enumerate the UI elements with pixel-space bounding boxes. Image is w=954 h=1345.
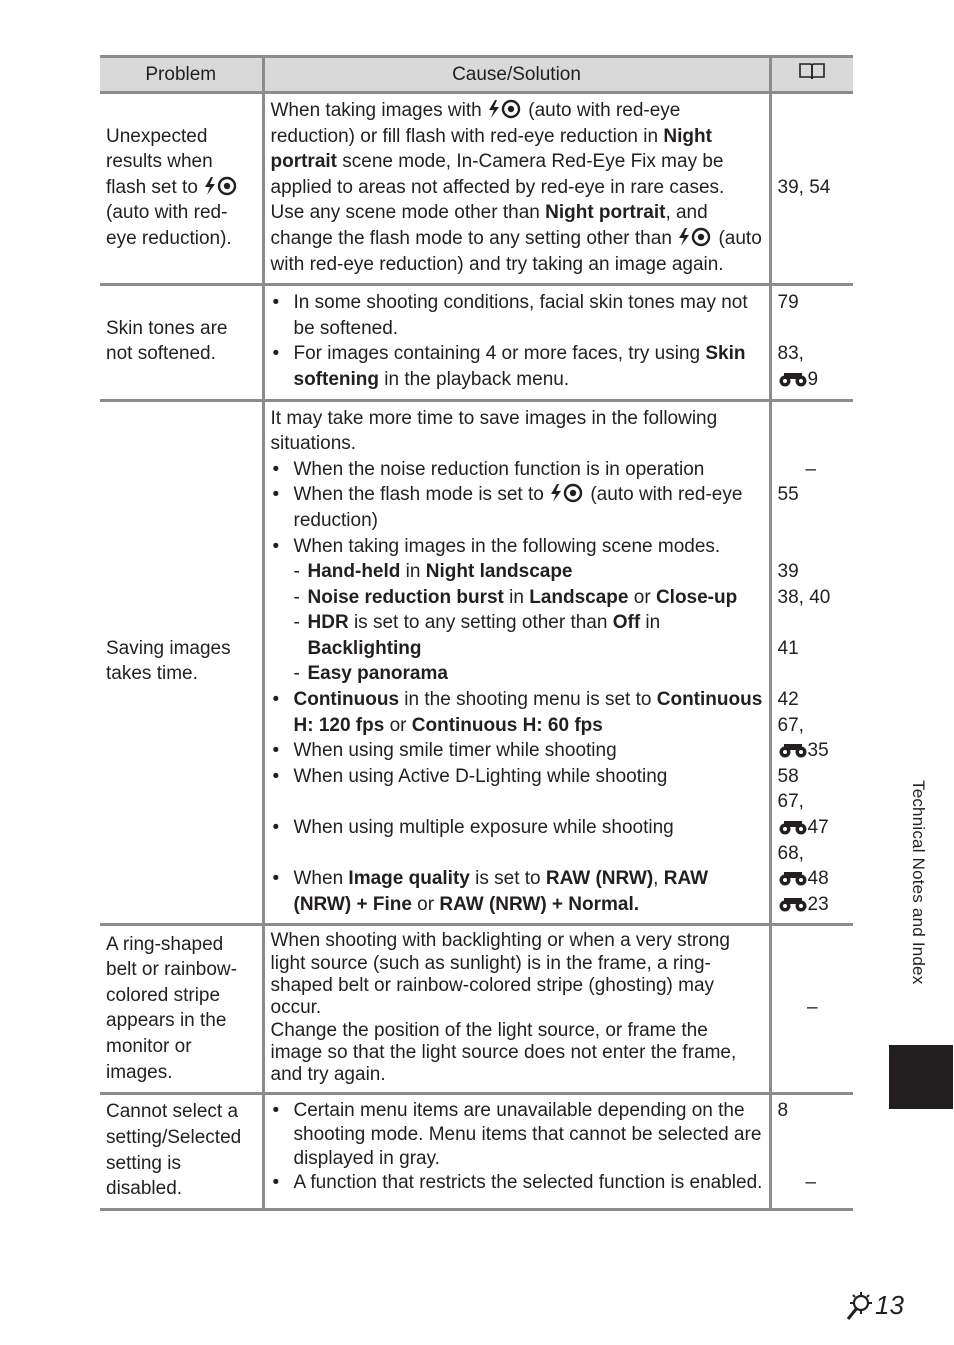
page-cell — [770, 925, 853, 1094]
page-ref: 39 — [777, 561, 799, 583]
problem-cell: Saving images takes time. — [100, 400, 263, 925]
cause-bold: Off — [612, 612, 641, 634]
cause-text: or — [384, 714, 412, 736]
page-ref-num: 35 — [807, 740, 829, 762]
cause-text: (auto with red-eye reduction) or fill flash with red-eye reduction in — [270, 100, 681, 147]
cause-bold: Backlighting — [307, 637, 422, 659]
cause-text: in — [640, 612, 661, 634]
cause-cell — [263, 285, 770, 400]
page-ref: 42 — [777, 689, 799, 711]
cause-bold: Easy panorama — [307, 663, 448, 685]
page-ref: 67, — [777, 714, 804, 736]
page-cell — [770, 1094, 853, 1209]
cause-text: When taking images with — [270, 100, 487, 121]
bullet-item — [271, 534, 763, 688]
cause-text: When — [293, 868, 349, 890]
header-problem: Problem — [100, 57, 263, 93]
page-ref-num: 9 — [807, 368, 819, 390]
sub-item — [294, 661, 763, 687]
bullet-item — [271, 341, 763, 392]
bullet-item: • When using smile timer while shooting — [271, 738, 763, 764]
cause-bold: Continuous — [293, 689, 400, 711]
cause-text: or — [628, 586, 656, 608]
bullet-item: • A function that restricts the selected function is enabled. — [271, 1171, 763, 1195]
header-cause: Cause/Solution — [263, 57, 770, 93]
page-ref: 79 — [777, 292, 799, 314]
reference-section-icon — [778, 869, 808, 887]
cause-cell — [263, 1094, 770, 1209]
cause-bold: Night landscape — [425, 561, 573, 583]
cause-text: scene mode, In-Camera Red-Eye Fix may be applied to areas not affected by red-eye in rare cases. Use any scene mode other than — [270, 151, 725, 224]
cause-bold: Image quality — [348, 868, 470, 890]
technical-notes-icon — [845, 1291, 875, 1321]
header-page — [770, 57, 853, 93]
page-ref-num: 48 — [807, 868, 829, 890]
book-icon — [798, 61, 826, 81]
cause-bold: HDR — [307, 612, 349, 634]
table-row — [100, 93, 853, 285]
page-ref-num: 47 — [807, 817, 829, 839]
problem-cell — [100, 93, 263, 285]
table-row — [100, 1094, 853, 1209]
page-number-text: 13 — [875, 1290, 904, 1320]
cause-bold: Close-up — [655, 586, 738, 608]
cause-bold: Night portrait — [545, 202, 666, 224]
page-cell — [770, 285, 853, 400]
page-ref: 8 — [777, 1100, 789, 1122]
bullet-item — [271, 866, 763, 917]
cause-bold: RAW (NRW) + Fine — [293, 868, 709, 915]
cause-text: , and change the flash mode to any setting other than — [270, 202, 708, 249]
page-cell — [770, 93, 853, 285]
section-tab-marker — [889, 1045, 953, 1109]
cause-text: When the flash mode is set to — [293, 484, 550, 506]
cause-bold: Continuous H: 120 fps — [293, 689, 763, 736]
cause-text: in — [503, 586, 530, 608]
cause-bold: Night portrait — [270, 125, 712, 173]
cause-text: is set to — [469, 868, 546, 890]
cause-paragraph: Change the position of the light source, or frame the image so that the light source does not enter the frame, and try again. — [270, 1019, 737, 1086]
table-row — [100, 925, 853, 1094]
cause-bold: Skin softening — [293, 343, 746, 390]
cause-text: (auto with red-eye reduction) — [293, 484, 743, 531]
bullet-item: • When the noise reduction function is in operation — [271, 457, 763, 483]
reference-section-icon — [778, 818, 808, 836]
cause-bold: Noise reduction burst — [307, 586, 504, 608]
cause-paragraph: When shooting with backlighting or when a very strong light source (such as sunlight) is in the frame, a ring-shaped belt or rainbow-colored stripe (ghosting) may occur. — [270, 930, 730, 1019]
section-side-label: Technical Notes and Index — [909, 780, 928, 985]
page-ref: 68, — [777, 842, 804, 864]
cause-cell — [263, 400, 770, 925]
bullet-item — [271, 482, 763, 533]
cause-text: in the shooting menu is set to — [399, 689, 657, 711]
sub-item — [294, 559, 763, 585]
table-row — [100, 400, 853, 925]
cause-bold: RAW (NRW) — [545, 868, 654, 890]
page-ref — [778, 866, 848, 892]
page-ref: 39, 54 — [777, 176, 831, 198]
cause-text: or — [411, 893, 440, 915]
cause-text: When using multiple exposure while shooting — [293, 817, 674, 839]
page-ref: – — [805, 458, 817, 480]
cause-bold: Landscape — [529, 586, 629, 608]
page-ref: 58 — [777, 765, 799, 787]
bullet-item — [271, 815, 763, 866]
cause-text: When taking images in the following scene modes. — [293, 535, 721, 557]
cause-cell — [263, 925, 770, 1094]
page-ref-num: 23 — [807, 893, 829, 915]
cause-cell — [263, 93, 770, 285]
problem-cell: Cannot select a setting/Selected setting is disabled. — [100, 1094, 263, 1209]
page-ref: – — [806, 997, 818, 1019]
sub-item — [294, 610, 763, 661]
page-ref: 38, 40 — [777, 586, 831, 608]
page-ref: – — [805, 1172, 817, 1194]
cause-text: When using Active D-Lighting while shooting — [293, 765, 668, 787]
cause-bold: Hand-held — [307, 561, 401, 583]
flash-red-eye-icon — [677, 227, 713, 247]
page-ref: 55 — [777, 484, 799, 506]
page-ref — [778, 738, 848, 764]
problem-cell: A ring-shaped belt or rainbow-colored stripe appears in the monitor or images. — [100, 925, 263, 1094]
page-cell — [770, 400, 853, 925]
page-ref: 67, — [777, 791, 804, 813]
cause-bold: Continuous H: 60 fps — [411, 714, 603, 736]
flash-red-eye-icon — [549, 483, 585, 503]
cause-text: in the playback menu. — [379, 368, 570, 390]
reference-section-icon — [778, 895, 808, 913]
page-ref — [778, 892, 848, 918]
bullet-item — [271, 687, 763, 738]
page-ref: 41 — [777, 637, 799, 659]
cause-text: in — [400, 561, 426, 583]
problem-cell: Skin tones are not softened. — [100, 285, 263, 400]
cause-intro: It may take more time to save images in the following situations. — [270, 407, 718, 455]
troubleshooting-table — [100, 55, 853, 1211]
table-header — [100, 57, 853, 93]
page-ref: 83, — [777, 343, 804, 365]
cause-bold: RAW (NRW) + Normal. — [439, 893, 640, 915]
flash-red-eye-icon — [203, 176, 239, 196]
bullet-item — [271, 764, 763, 815]
flash-red-eye-icon — [487, 99, 523, 119]
problem-text: Unexpected results when flash set to — [106, 125, 213, 198]
table-row — [100, 285, 853, 400]
reference-section-icon — [778, 741, 808, 759]
problem-text: (auto with red-eye reduction). — [106, 202, 232, 249]
bullet-item: • In some shooting conditions, facial skin tones may not be softened. — [271, 290, 763, 341]
page-number — [845, 1290, 904, 1321]
bullet-item: • Certain menu items are unavailable depending on the shooting mode. Menu items that cannot be selected are displayed in gray. — [271, 1099, 763, 1171]
cause-text: is set to any setting other than — [348, 612, 613, 634]
page-ref — [778, 815, 848, 841]
sub-item — [294, 585, 763, 611]
cause-text: For images containing 4 or more faces, try using — [293, 343, 706, 365]
reference-section-icon — [778, 370, 808, 388]
cause-text: (auto with red-eye reduction) and try taking an image again. — [270, 227, 762, 275]
page-ref — [778, 367, 848, 393]
cause-text: , — [653, 868, 664, 890]
